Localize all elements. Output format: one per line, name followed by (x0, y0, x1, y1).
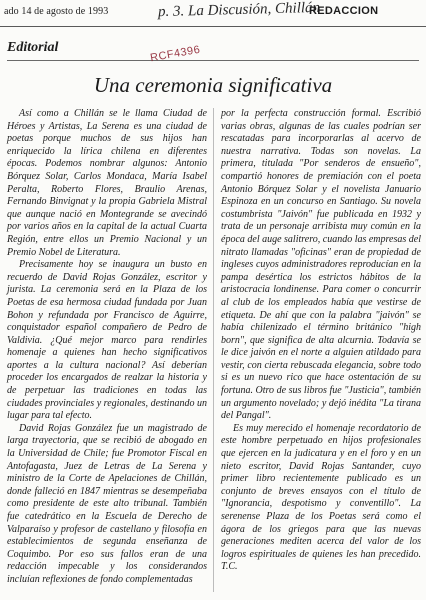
article-paragraph: Precisamente hoy se inaugura un busto en recuerdo de David Rojas González, escritor y jurista. La ceremonia será en la Plaza de los Poetas de esa hermosa ciudad fundada por Juan Bohon y refundada por Francisco de Aguirre, conquistador español compañero de Pedro de Valdivia. ¿Qué mejor marco para rendirles homenaje a quienes han hecho significativos aportes a la cultura nacional? Así deberían proceder los encargados de realzar la historia y de perpetuar las tradiciones en todas las ciudades provinciales y regionales, destinando un lugar para tal efecto. (7, 259, 207, 422)
article-paragraph: Es muy merecido el homenaje recordatorio de este hombre perpetuado en hijos profesionales que ejercen en la judicatura y en el foro y en un nieto escritor, David Rojas Santander, cuyo primer libro recientemente publicado es un conjunto de breves ensayos con el título de "Ignorancia, despotismo y conventillo". La serenense Plaza de los Poetas será como el ágora de los griegos para que las nuevas generaciones mediten acerca del valor de los logros espirituales de quienes les han precedido. T.C. (221, 422, 421, 573)
handwritten-source-note: p. 3. La Discusión, Chillán (157, 0, 321, 21)
column-divider (213, 108, 214, 592)
editorial-kicker: Editorial (7, 40, 59, 55)
article-paragraph: David Rojas González fue un magistrado de larga trayectoria, que se recibió de abogado en la Universidad de Chile; fue Promotor Fiscal en Antofagasta, Juez de Letras de La Serena y ministro de la Corte de Apelaciones de Chillán, donde falleció en 1847 mientras se desempeñaba como presidente de este alto tribunal. También fue catedrático en la Escuela de Derecho de Valparaíso y profesor de castellano y filosofía en establecimientos de segunda enseñanza de Coquimbo. Por eso sus fallos eran de una redacción impecable y los considerandos incluían reflexiones de fondo complementadas (7, 422, 207, 585)
article-column-left (7, 108, 207, 587)
page-header (0, 0, 426, 27)
article-paragraph: Así como a Chillán se le llama Ciudad de Héroes y Artistas, La Serena es una ciudad de poetas porque muchos de sus hijos han enriquecido la lírica chilena en diferentes épocas. Podemos nombrar algunos: Antonio Bórquez Solar, Carlos Mondaca, María Isabel Peralta, Roberto Flores, Braulio Arenas, Fernando Binvignat y la propia Gabriela Mistral que aunque nació en Montegrande se avecindó por varios años en la capital de la actual Cuarta Región, entre ellos un Premio Nacional y un Premio Nobel de Literatura. (7, 108, 207, 258)
publication-date: ado 14 de agosto de 1993 (4, 6, 109, 17)
article-column-right (221, 108, 421, 574)
section-label: REDACCION (309, 5, 379, 17)
kicker-rule (7, 60, 419, 61)
article-paragraph: por la perfecta construcción formal. Escribió varias obras, algunas de las cuales podrían ser rescatadas para incorporarlas al acervo de nuestra narrativa. Todas son novelas. La primera, titulada "Por senderos de ensueño", compartió honores de premiación con el poeta Antonio Bórquez Solar y el novelista Januario Espinoza en un concurso en Santiago. Su novela costumbrista "Jaivón" fue publicada en 1932 y trata de un personaje arribista muy común en la época del auge salitrero, cuando las empresas del nitrato llamadas "oficinas" eran de propiedad de ingleses cuyos administradores reproducían en la pampa desértica los estrictos hábitos de la aristocracia londinense. Para comer o concurrir al club de los empleados había que vestirse de etiqueta. De ahí que con la palabra "jaivón" se había chilenizado el término británico "high born", que significa de alta alcurnia. Todavía se le dice jaivón en el norte a alguien atildado para vestir, con cierta rebuscada elegancia, sobre todo si es un nuevo rico que hace ostentación de su fortuna. Otro de sus libros fue "Justicia", también un argumento novelado; y dejó inédita "La tirana del Pangal". (221, 108, 421, 422)
article-headline: Una ceremonia significativa (93, 73, 333, 97)
archive-stamp: RCF4396 (149, 43, 202, 65)
